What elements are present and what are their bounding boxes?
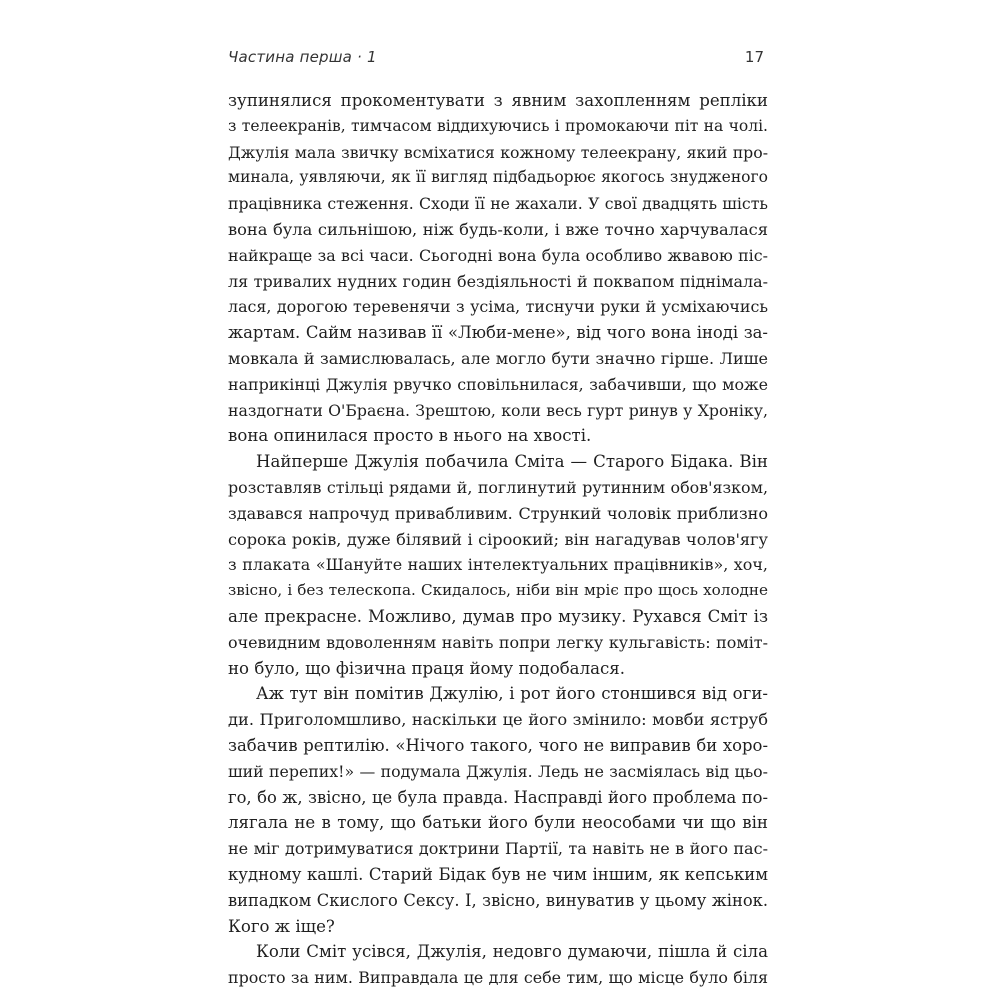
text-line: но було, що фізична праця йому подобалася. — [228, 658, 626, 678]
text-line: лягала не в тому, що батьки його були неособами чи що він — [228, 813, 768, 833]
text-line: з плаката «Шануйте наших інтелектуальних працівників», хоч, — [228, 555, 768, 575]
text-line: го, бо ж, звісно, це була правда. Насправді його проблема по- — [228, 787, 768, 807]
text-line: лася, дорогою теревенячи з усіма, тиснучи руки й усміхаючись — [228, 297, 768, 317]
page-number: 17 — [744, 48, 764, 66]
text-line: Коли Сміт усівся, Джулія, недовго думаючи, пішла й сіла — [256, 942, 768, 962]
text-line: випадком Скислого Сексу. І, звісно, винуватив у цьому жінок. — [228, 890, 768, 910]
paragraph — [228, 449, 768, 681]
text-line: працівника стеження. Сходи її не жахали. У свої двадцять шість — [228, 194, 768, 214]
text-line: вона була сильнішою, ніж будь-коли, і вже точно харчувалася — [228, 219, 768, 239]
text-line: вона опинилася просто в нього на хвості. — [228, 426, 592, 446]
text-line: наздогнати О'Браєна. Зрештою, коли весь гурт ринув у Хроніку, — [228, 400, 768, 420]
text-line: розставляв стільці рядами й, поглинутий рутинним обов'язком, — [228, 477, 768, 497]
text-line: але прекрасне. Можливо, думав про музику. Рухався Сміт із — [228, 606, 768, 626]
text-line: очевидним вдоволенням навіть попри легку кульгавість: поміт- — [228, 632, 768, 652]
text-line: Джулія мала звичку всміхатися кожному телеекрану, який про- — [228, 142, 768, 162]
text-line: кудному кашлі. Старий Бідак був не чим іншим, як кепським — [228, 864, 768, 884]
text-line: ший перепих!» — подумала Джулія. Ледь не засміялась від цьо- — [228, 761, 768, 781]
body-text — [228, 88, 768, 991]
text-line: минала, уявляючи, як її вигляд підбадьорює якогось знудженого — [228, 168, 768, 187]
text-line: Кого ж іще? — [228, 916, 335, 936]
text-line: забачив рептилію. «Нічого такого, чого не виправив би хоро- — [228, 735, 768, 755]
text-line: просто за ним. Виправдала це для себе тим, що місце було біля — [228, 968, 768, 988]
text-line: Аж тут він помітив Джулію, і рот його стоншився від оги- — [256, 684, 768, 704]
running-head: Частина перша · 1 — [228, 48, 377, 66]
text-line: мовкала й замислювалась, але могло бути значно гірше. Лише — [228, 348, 768, 368]
text-line: ди. Приголомшливо, наскільки це його змінило: мовби яструб — [228, 710, 768, 730]
text-line: не міг дотримуватися доктрини Партії, та навіть не в його пас- — [228, 839, 768, 859]
text-line: зупинялися прокоментувати з явним захопленням репліки — [228, 91, 768, 110]
text-line: Найперше Джулія побачила Сміта — Старого Бідака. Він — [256, 452, 768, 472]
text-line: з телеекранів, тимчасом віддихуючись і промокаючи піт на чолі. — [228, 116, 768, 135]
text-line: ля тривалих нудних годин бездіяльності й поквапом піднімала- — [228, 271, 768, 291]
text-line: здавався напрочуд привабливим. Стрункий чоловік приблизно — [228, 503, 768, 523]
text-line: найкраще за всі часи. Сьогодні вона була особливо жвавою піс- — [228, 245, 768, 265]
paragraph — [228, 681, 768, 939]
text-line: наприкінці Джулія рвучко сповільнилася, забачивши, що може — [228, 374, 768, 394]
paragraph — [228, 939, 768, 991]
text-line: сорока років, дуже білявий і сіроокий; він нагадував чолов'ягу — [228, 529, 768, 549]
paragraph — [228, 88, 768, 449]
text-line: звісно, і без телескопа. Скидалось, ніби він мріє про щось холодне — [228, 581, 768, 600]
text-line: жартам. Сайм називав її «Люби-мене», від чого вона іноді за- — [228, 323, 768, 343]
